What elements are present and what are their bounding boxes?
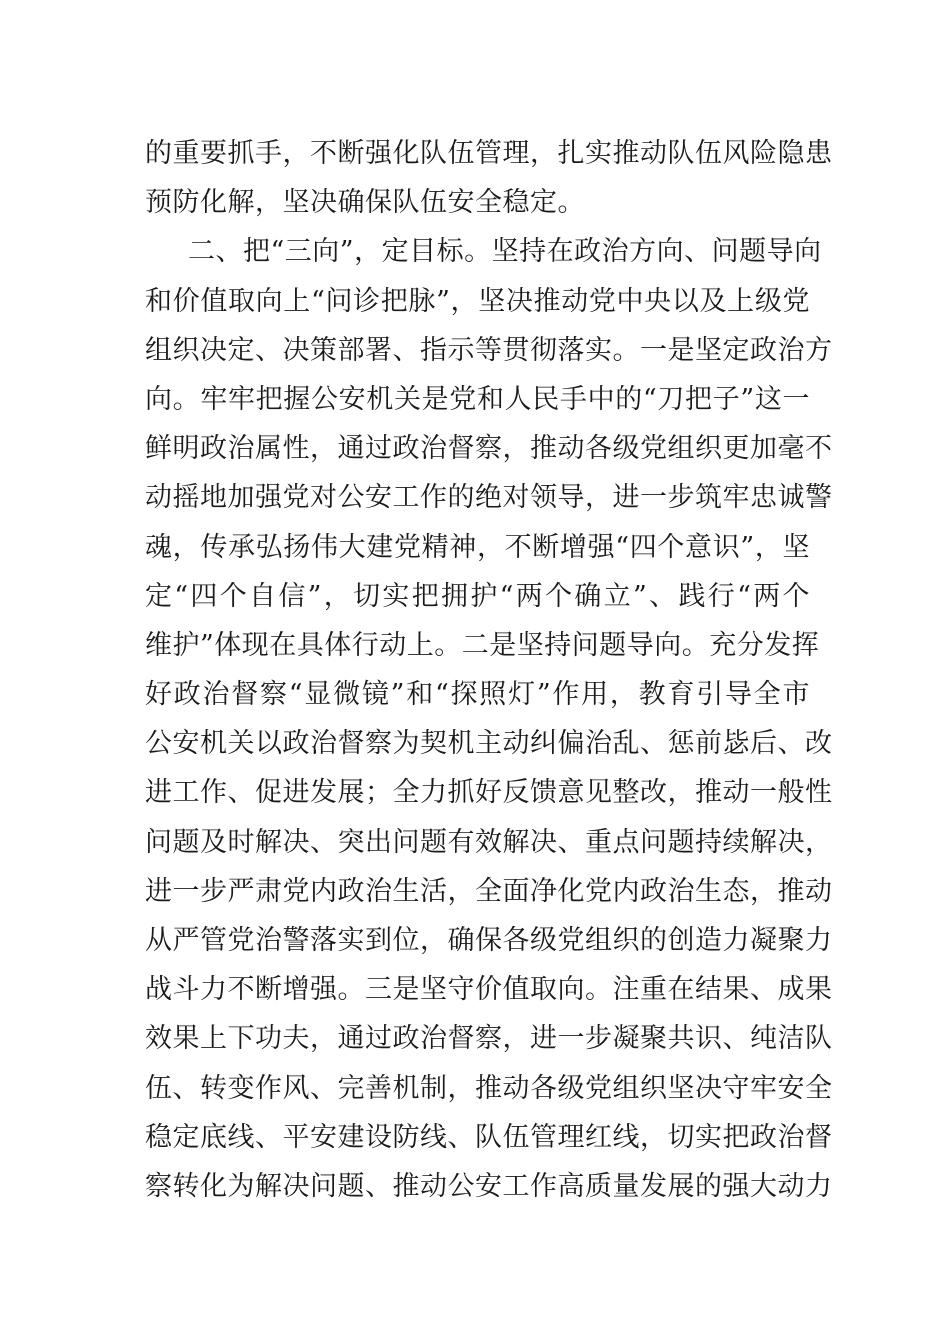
text-line: 动摇地加强党对公安工作的绝对领导，进一步筑牢忠诚警 bbox=[145, 482, 833, 514]
text-line: 的重要抓手，不断强化队伍管理，扎实推动队伍风险隐患 bbox=[145, 138, 833, 169]
text-line: 伍、转变作风、完善机制，推动各级党组织坚决守牢安全 bbox=[145, 1072, 833, 1104]
text-line: 预防化解，坚决确保队伍安全稳定。 bbox=[145, 187, 585, 219]
text-line: 维护”体现在具体行动上。二是坚持问题导向。充分发挥 bbox=[145, 629, 820, 661]
text-line: 稳定底线、平安建设防线、队伍管理红线，切实把政治督 bbox=[145, 1121, 833, 1153]
text-line: 战斗力不断增强。三是坚守价值取向。注重在结果、成果 bbox=[145, 974, 833, 1006]
text-line: 组织决定、决策部署、指示等贯彻落实。一是坚定政治方 bbox=[145, 334, 833, 366]
text-line: 进一步严肃党内政治生活，全面净化党内政治生态，推动 bbox=[145, 875, 833, 907]
text-line: 魂，传承弘扬伟大建党精神，不断增强“四个意识”，坚 bbox=[145, 531, 810, 563]
text-line: 好政治督察“显微镜”和“探照灯”作用，教育引导全市 bbox=[145, 679, 810, 711]
paragraph-start-line: 二、把“三向”，定目标。坚持在政治方向、问题导向 bbox=[188, 236, 822, 268]
text-line: 定“四个自信”，切实把拥护“两个确立”、践行“两个 bbox=[145, 580, 810, 612]
text-line: 进工作、促进发展；全力抓好反馈意见整改，推动一般性 bbox=[145, 777, 833, 809]
text-line: 公安机关以政治督察为契机主动纠偏治乱、惩前毖后、改 bbox=[145, 728, 833, 760]
text-line: 从严管党治警落实到位，确保各级党组织的创造力凝聚力 bbox=[145, 925, 833, 956]
text-line: 问题及时解决、突出问题有效解决、重点问题持续解决， bbox=[145, 826, 833, 858]
text-line: 向。牢牢把握公安机关是党和人民手中的“刀把子”这一 bbox=[145, 383, 810, 415]
text-line: 效果上下功夫，通过政治督察，进一步凝聚共识、纯洁队 bbox=[145, 1023, 833, 1055]
text-line: 和价值取向上“问诊把脉”，坚决推动党中央以及上级党 bbox=[145, 285, 810, 317]
body-text bbox=[145, 129, 833, 1211]
text-line: 察转化为解决问题、推动公安工作高质量发展的强大动力 bbox=[145, 1170, 833, 1202]
text-line: 鲜明政治属性，通过政治督察，推动各级党组织更加毫不 bbox=[145, 433, 833, 465]
